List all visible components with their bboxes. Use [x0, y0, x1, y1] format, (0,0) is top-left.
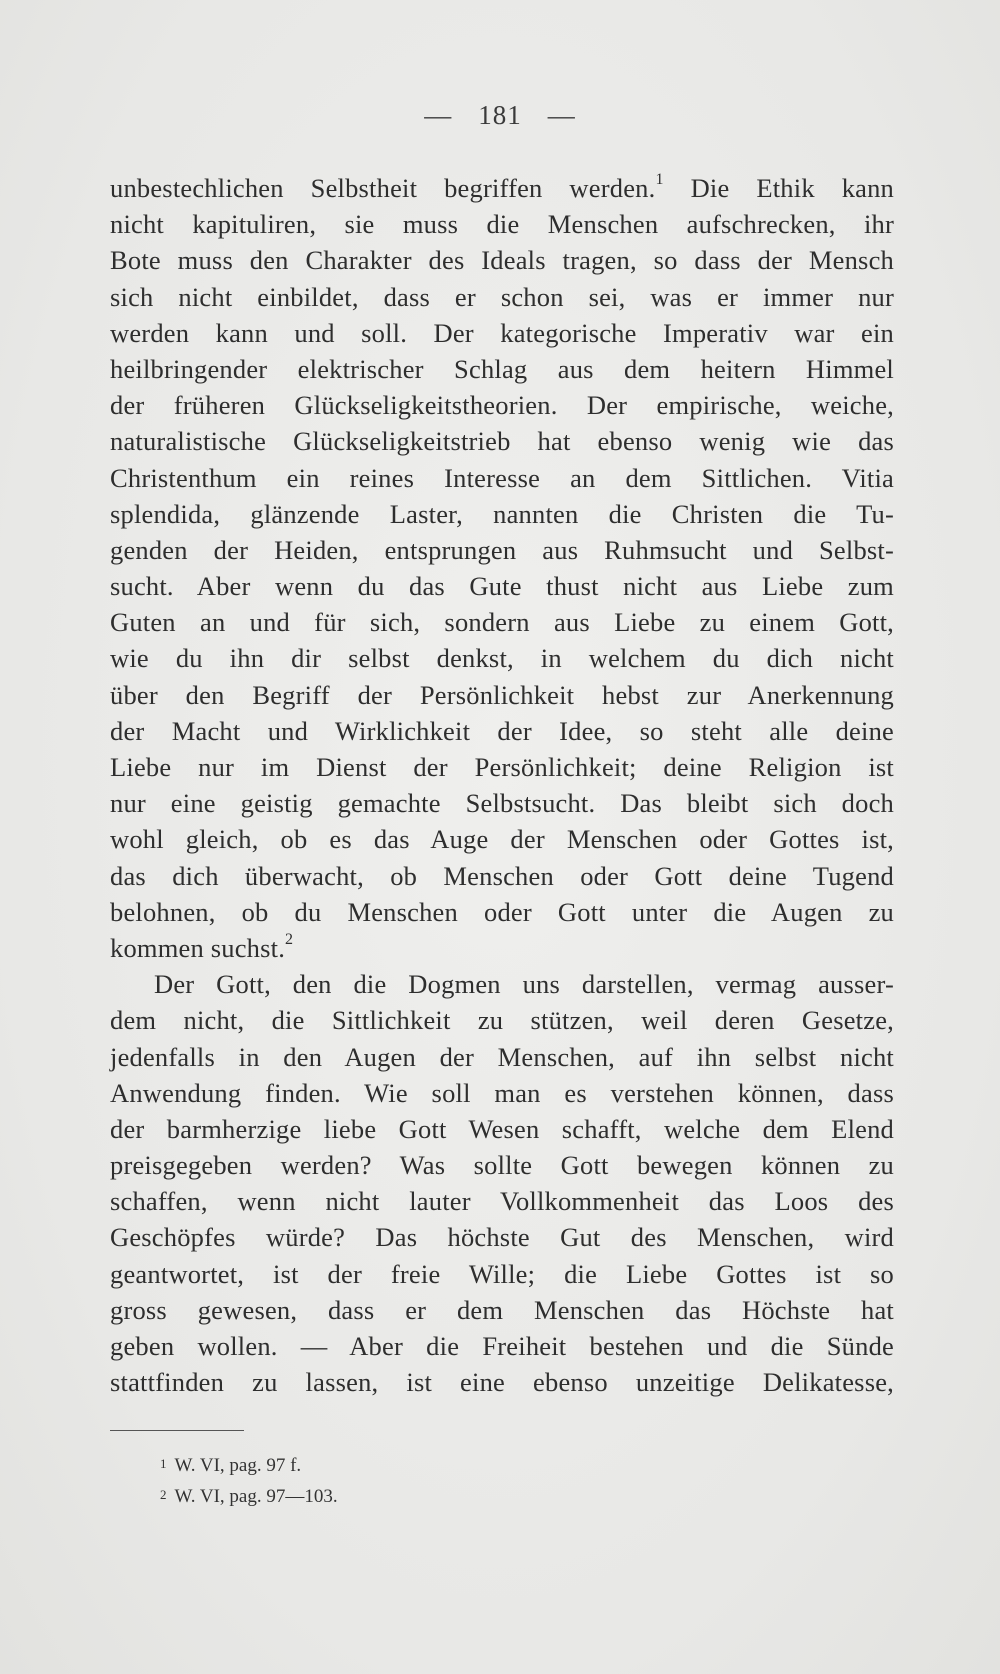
text-line	[110, 1219, 894, 1255]
line-text: wohl gleich, ob es das Auge der Menschen oder Gottes ist,	[110, 824, 894, 855]
line-text: nicht kapituliren, sie muss die Menschen aufschrecken, ihr	[110, 209, 894, 240]
line-text: dem nicht, die Sittlichkeit zu stützen, weil deren Gesetze,	[110, 1005, 894, 1036]
header-dash-left: —	[424, 100, 453, 130]
text-line	[110, 749, 894, 785]
line-text: Bote muss den Charakter des Ideals tragen, so dass der Mensch	[110, 245, 894, 276]
footnote-reference[interactable]: 2	[285, 930, 294, 948]
footnotes	[160, 1450, 338, 1512]
line-text: der barmherzige liebe Gott Wesen schafft, welche dem Elend	[110, 1113, 894, 1144]
footnote-text: W. VI, pag. 97—103.	[174, 1486, 338, 1507]
line-text: der früheren Glückseligkeitstheorien. Der empirische, weiche,	[110, 390, 894, 421]
text-line	[110, 1002, 894, 1038]
text-line	[110, 460, 894, 496]
line-text: naturalistische Glückseligkeitstrieb hat ebenso wenig wie das	[110, 426, 894, 457]
footnote-mark: 1	[160, 1456, 167, 1471]
footnote	[160, 1450, 338, 1481]
text-line	[110, 966, 894, 1002]
line-text: belohnen, ob du Menschen oder Gott unter die Augen zu	[110, 896, 894, 927]
footnote-reference[interactable]: 1	[655, 171, 664, 188]
footnote-separator	[110, 1430, 244, 1431]
line-text: Guten an und für sich, sondern aus Liebe zu einem Gott,	[110, 607, 894, 638]
line-text-continued: Die Ethik kann	[663, 173, 895, 203]
text-line	[110, 785, 894, 821]
line-text: werden kann und soll. Der kategorische Imperativ war ein	[110, 317, 894, 348]
line-text: geben wollen. — Aber die Freiheit bestehen und die Sünde	[110, 1331, 894, 1361]
line-text: Anwendung finden. Wie soll man es verstehen können, dass	[110, 1077, 894, 1108]
text-line	[110, 1039, 894, 1075]
footnote	[160, 1481, 338, 1512]
line-text: Liebe nur im Dienst der Persönlichkeit; deine Religion ist	[110, 752, 894, 782]
line-text: Geschöpfes würde? Das höchste Gut des Menschen, wird	[110, 1222, 894, 1253]
page-number: 181	[478, 100, 522, 130]
line-text: gross gewesen, dass er dem Menschen das Höchste hat	[110, 1294, 894, 1325]
line-text: sich nicht einbildet, dass er schon sei, was er immer nur	[110, 281, 894, 312]
text-line	[110, 677, 894, 713]
text-line	[110, 894, 894, 930]
line-text: genden der Heiden, entsprungen aus Ruhmsucht und Selbst-	[110, 534, 894, 565]
text-line	[110, 604, 894, 640]
line-text: wie du ihn dir selbst denkst, in welchem du dich nicht	[110, 643, 894, 674]
text-line	[110, 170, 894, 206]
line-text: preisgegeben werden? Was sollte Gott bewegen können zu	[110, 1150, 894, 1181]
text-line	[110, 858, 894, 894]
line-text: unbestechlichen Selbstheit begriffen werden.	[110, 173, 656, 203]
footnote-text: W. VI, pag. 97 f.	[174, 1455, 302, 1476]
line-text: kommen suchst.	[110, 932, 286, 963]
text-line	[110, 1364, 894, 1400]
line-text: schaffen, wenn nicht lauter Vollkommenheit das Loos des	[110, 1186, 894, 1217]
line-text: geantwortet, ist der freie Wille; die Liebe Gottes ist so	[110, 1258, 894, 1289]
body-text	[110, 170, 894, 1400]
text-line	[110, 423, 894, 459]
footnote-mark: 2	[160, 1487, 167, 1502]
page-header	[0, 100, 1000, 131]
line-text: Christenthum ein reines Interesse an dem Sittlichen. Vitia	[110, 462, 894, 493]
text-line	[110, 1292, 894, 1328]
text-line	[110, 315, 894, 351]
line-text: nur eine geistig gemachte Selbstsucht. Das bleibt sich doch	[110, 788, 894, 819]
line-text: jedenfalls in den Augen der Menschen, auf ihn selbst nicht	[110, 1041, 894, 1072]
text-line	[110, 640, 894, 676]
text-line	[110, 1075, 894, 1111]
line-text: heilbringender elektrischer Schlag aus dem heitern Himmel	[110, 353, 894, 384]
line-text: Der Gott, den die Dogmen uns darstellen, vermag ausser-	[154, 969, 894, 1000]
text-line	[110, 713, 894, 749]
text-line	[110, 930, 894, 966]
paragraph	[110, 170, 894, 966]
text-line	[110, 1147, 894, 1183]
text-line	[110, 532, 894, 568]
line-text: der Macht und Wirklichkeit der Idee, so steht alle deine	[110, 715, 894, 746]
text-line	[110, 206, 894, 242]
paragraph	[110, 966, 894, 1400]
text-line	[110, 1256, 894, 1292]
text-line	[110, 1111, 894, 1147]
line-text: sucht. Aber wenn du das Gute thust nicht aus Liebe zum	[110, 571, 894, 602]
text-line	[110, 387, 894, 423]
line-text: splendida, glänzende Laster, nannten die Christen die Tu-	[110, 498, 894, 529]
text-line	[110, 1328, 894, 1364]
text-line	[110, 1183, 894, 1219]
text-line	[110, 242, 894, 278]
line-text: über den Begriff der Persönlichkeit hebst zur Anerkennung	[110, 679, 894, 710]
text-line	[110, 496, 894, 532]
text-line	[110, 568, 894, 604]
text-line	[110, 279, 894, 315]
line-text: stattfinden zu lassen, ist eine ebenso unzeitige Delikatesse,	[110, 1367, 894, 1398]
line-text: das dich überwacht, ob Menschen oder Gott deine Tugend	[110, 860, 894, 891]
text-line	[110, 351, 894, 387]
header-dash-right: —	[547, 100, 576, 130]
text-line	[110, 821, 894, 857]
